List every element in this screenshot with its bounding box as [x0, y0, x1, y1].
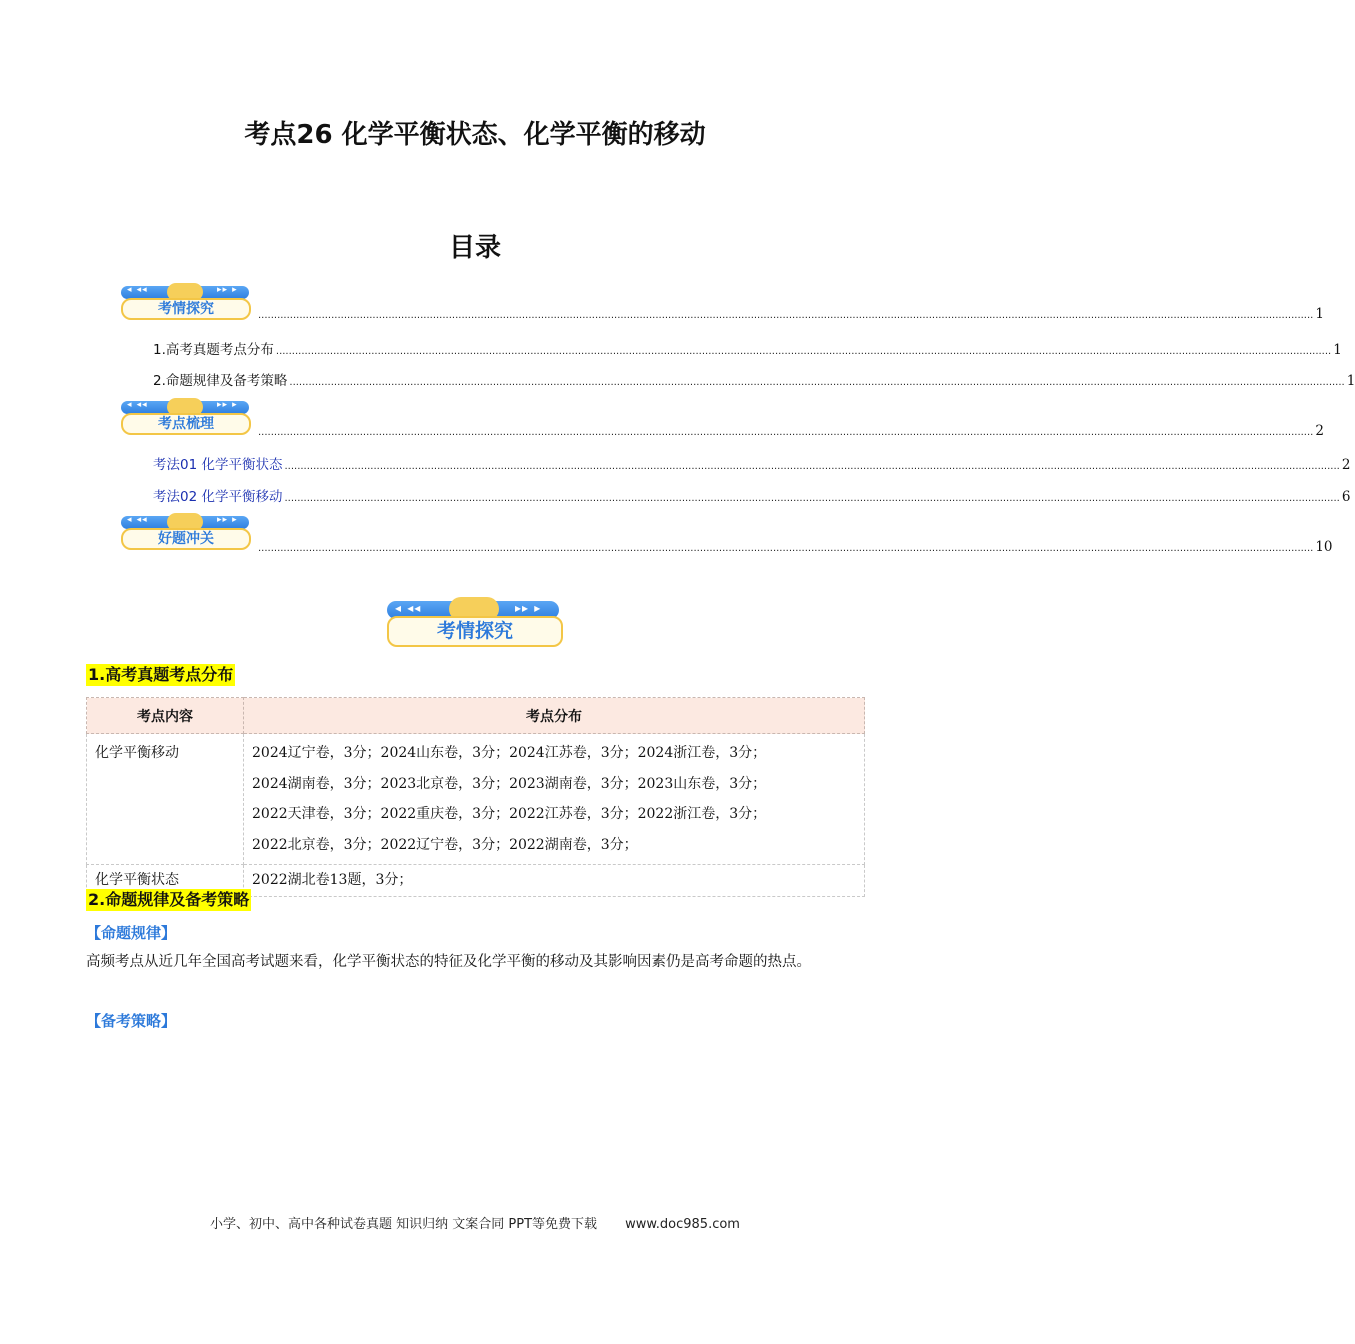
column-header: 考点分布 [244, 698, 865, 734]
distribution-cell: 2024辽宁卷，3分；2024山东卷，3分；2024江苏卷，3分；2024浙江卷，3分； 2024湖南卷，3分；2023北京卷，3分；2023湖南卷，3分；2023山东卷，3分； 2022天津卷，3分；2022重庆卷，3分；2022江苏卷，3分；2022浙江卷，3分； 2022北京卷，3分；2022辽宁卷，3分；2022湖南卷，3分； [244, 734, 865, 865]
toc-entry[interactable] [153, 485, 1351, 505]
section-heading-distribution: 1.高考真题考点分布 [88, 665, 234, 684]
toc-page: 1 [1315, 306, 1324, 322]
arrow-right-icon: ▸▸ ▸ [217, 285, 238, 295]
toc-page: 2 [1315, 423, 1324, 439]
strategy-label: 【备考策略】 [86, 1012, 177, 1030]
section-badge [387, 601, 563, 649]
toc-heading: 目录 [448, 233, 501, 263]
distribution-cell: 2022湖北卷13题，3分； [244, 865, 865, 897]
footer-url[interactable]: www.doc985.com [625, 1217, 740, 1232]
table-header-row [87, 698, 865, 734]
toc-entry[interactable] [153, 338, 1342, 358]
column-header: 考点内容 [87, 698, 244, 734]
toc-page: 1 [1333, 342, 1342, 358]
toc-page: 10 [1315, 539, 1333, 555]
section-heading-strategy: 2.命题规律及备考策略 [88, 890, 250, 909]
rule-paragraph: 高频考点从近几年全国高考试题来看，化学平衡状态的特征及化学平衡的移动及其影响因素仍是高考命题的热点。 [86, 954, 811, 970]
arrow-left-icon: ◂ ◂◂ [127, 285, 148, 295]
badge-label: 考情探究 [387, 616, 563, 647]
leader-dots: ............................................................................................................................................................................................................................................................................................................................................ [258, 310, 1314, 321]
leader-dots: ............................................................................................................................................................................................................................................................................................................................................ [275, 346, 1332, 357]
toc-entry[interactable] [256, 306, 1324, 322]
rule-label: 【命题规律】 [86, 924, 177, 942]
footer-text: 小学、初中、高中各种试卷真题 知识归纳 文案合同 PPT等免费下载 [210, 1217, 598, 1232]
leader-dots: ............................................................................................................................................................................................................................................................................................................................................ [284, 461, 1340, 472]
arrow-left-icon: ◂ ◂◂ [127, 515, 148, 525]
badge-haoti [121, 516, 251, 552]
badge-label: 考点梳理 [121, 413, 251, 435]
document-title: 考点26 化学平衡状态、化学平衡的移动 [244, 120, 706, 150]
toc-label: 2.命题规律及备考策略 [153, 373, 288, 389]
toc-entry[interactable] [153, 453, 1351, 473]
toc-page: 1 [1346, 373, 1355, 389]
arrow-right-icon: ▸▸ ▸ [217, 515, 238, 525]
arrow-left-icon: ◂ ◂◂ [127, 400, 148, 410]
toc-page: 2 [1341, 457, 1351, 473]
arrow-right-icon: ▸▸ ▸ [515, 601, 542, 615]
toc-label: 考法02 化学平衡移动 [153, 489, 283, 505]
topic-cell: 化学平衡状态 [87, 865, 244, 897]
arrow-left-icon: ◂ ◂◂ [395, 601, 422, 615]
exam-distribution-table [86, 697, 865, 897]
toc-page: 6 [1341, 489, 1351, 505]
leader-dots: ............................................................................................................................................................................................................................................................................................................................................ [258, 543, 1314, 554]
arrow-right-icon: ▸▸ ▸ [217, 400, 238, 410]
toc-label: 考法01 化学平衡状态 [153, 457, 283, 473]
topic-cell: 化学平衡移动 [87, 734, 244, 865]
badge-kaoqing [121, 286, 251, 322]
toc-entry[interactable] [153, 369, 1355, 389]
leader-dots: ............................................................................................................................................................................................................................................................................................................................................ [258, 427, 1314, 438]
toc-label: 1.高考真题考点分布 [153, 342, 274, 358]
badge-kaodian [121, 401, 251, 437]
badge-label: 好题冲关 [121, 528, 251, 550]
page-footer [0, 1213, 950, 1232]
table-row [87, 734, 865, 865]
toc-entry[interactable] [256, 539, 1333, 555]
badge-label: 考情探究 [121, 298, 251, 320]
leader-dots: ............................................................................................................................................................................................................................................................................................................................................ [284, 493, 1340, 504]
leader-dots: ............................................................................................................................................................................................................................................................................................................................................ [289, 377, 1345, 388]
toc-entry[interactable] [256, 423, 1324, 439]
